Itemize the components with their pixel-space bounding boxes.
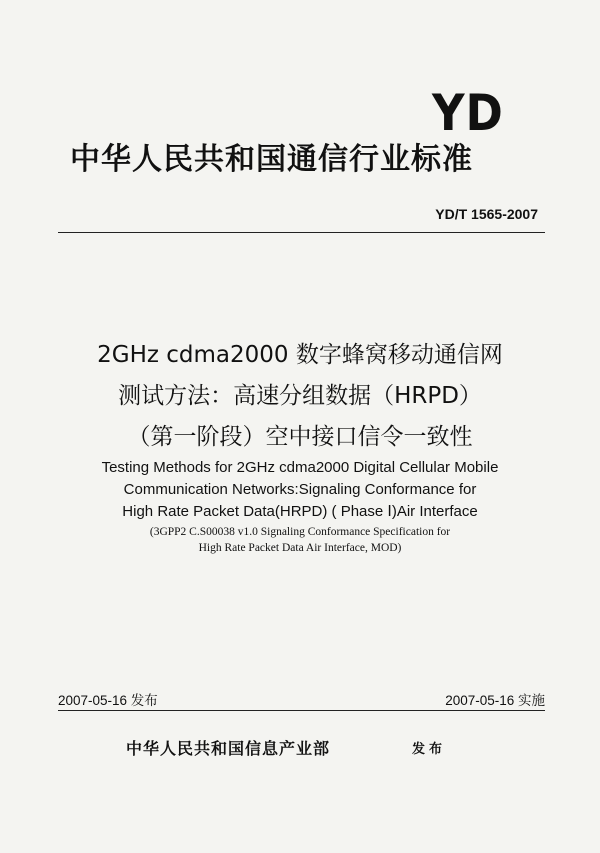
issuer-name: 中华人民共和国信息产业部 (126, 739, 331, 758)
adoption-note-line-1: (3GPP2 C.S00038 v1.0 Signaling Conformance Specification for (149, 526, 451, 538)
title-en-line-3: High Rate Packet Data(HRPD) ( Phase Ⅰ)Air Interface (122, 503, 478, 520)
top-divider (58, 232, 545, 233)
title-en-line-2: Communication Networks:Signaling Conformance for (123, 481, 477, 498)
bottom-divider (58, 710, 545, 711)
title-cn-line-3: （第一阶段）空中接口信令一致性 (127, 424, 473, 450)
title-en-line-1: Testing Methods for 2GHz cdma2000 Digital Cellular Mobile (101, 459, 499, 476)
issue-date: 2007-05-16 发布 (58, 693, 158, 708)
standard-number: YD/T 1565-2007 (435, 206, 538, 222)
issue-label: 发布 (412, 742, 447, 757)
adoption-note-line-2: High Rate Packet Data Air Interface, MOD) (198, 542, 402, 554)
title-cn-line-1: 2GHz cdma2000 数字蜂窝移动通信网 (97, 342, 503, 368)
implementation-date: 2007-05-16 实施 (445, 693, 545, 708)
title-cn-line-2: 测试方法：高速分组数据（HRPD） (118, 383, 482, 409)
yd-logo: YD (432, 84, 504, 142)
issuing-authority-heading: 中华人民共和国通信行业标准 (70, 142, 473, 177)
